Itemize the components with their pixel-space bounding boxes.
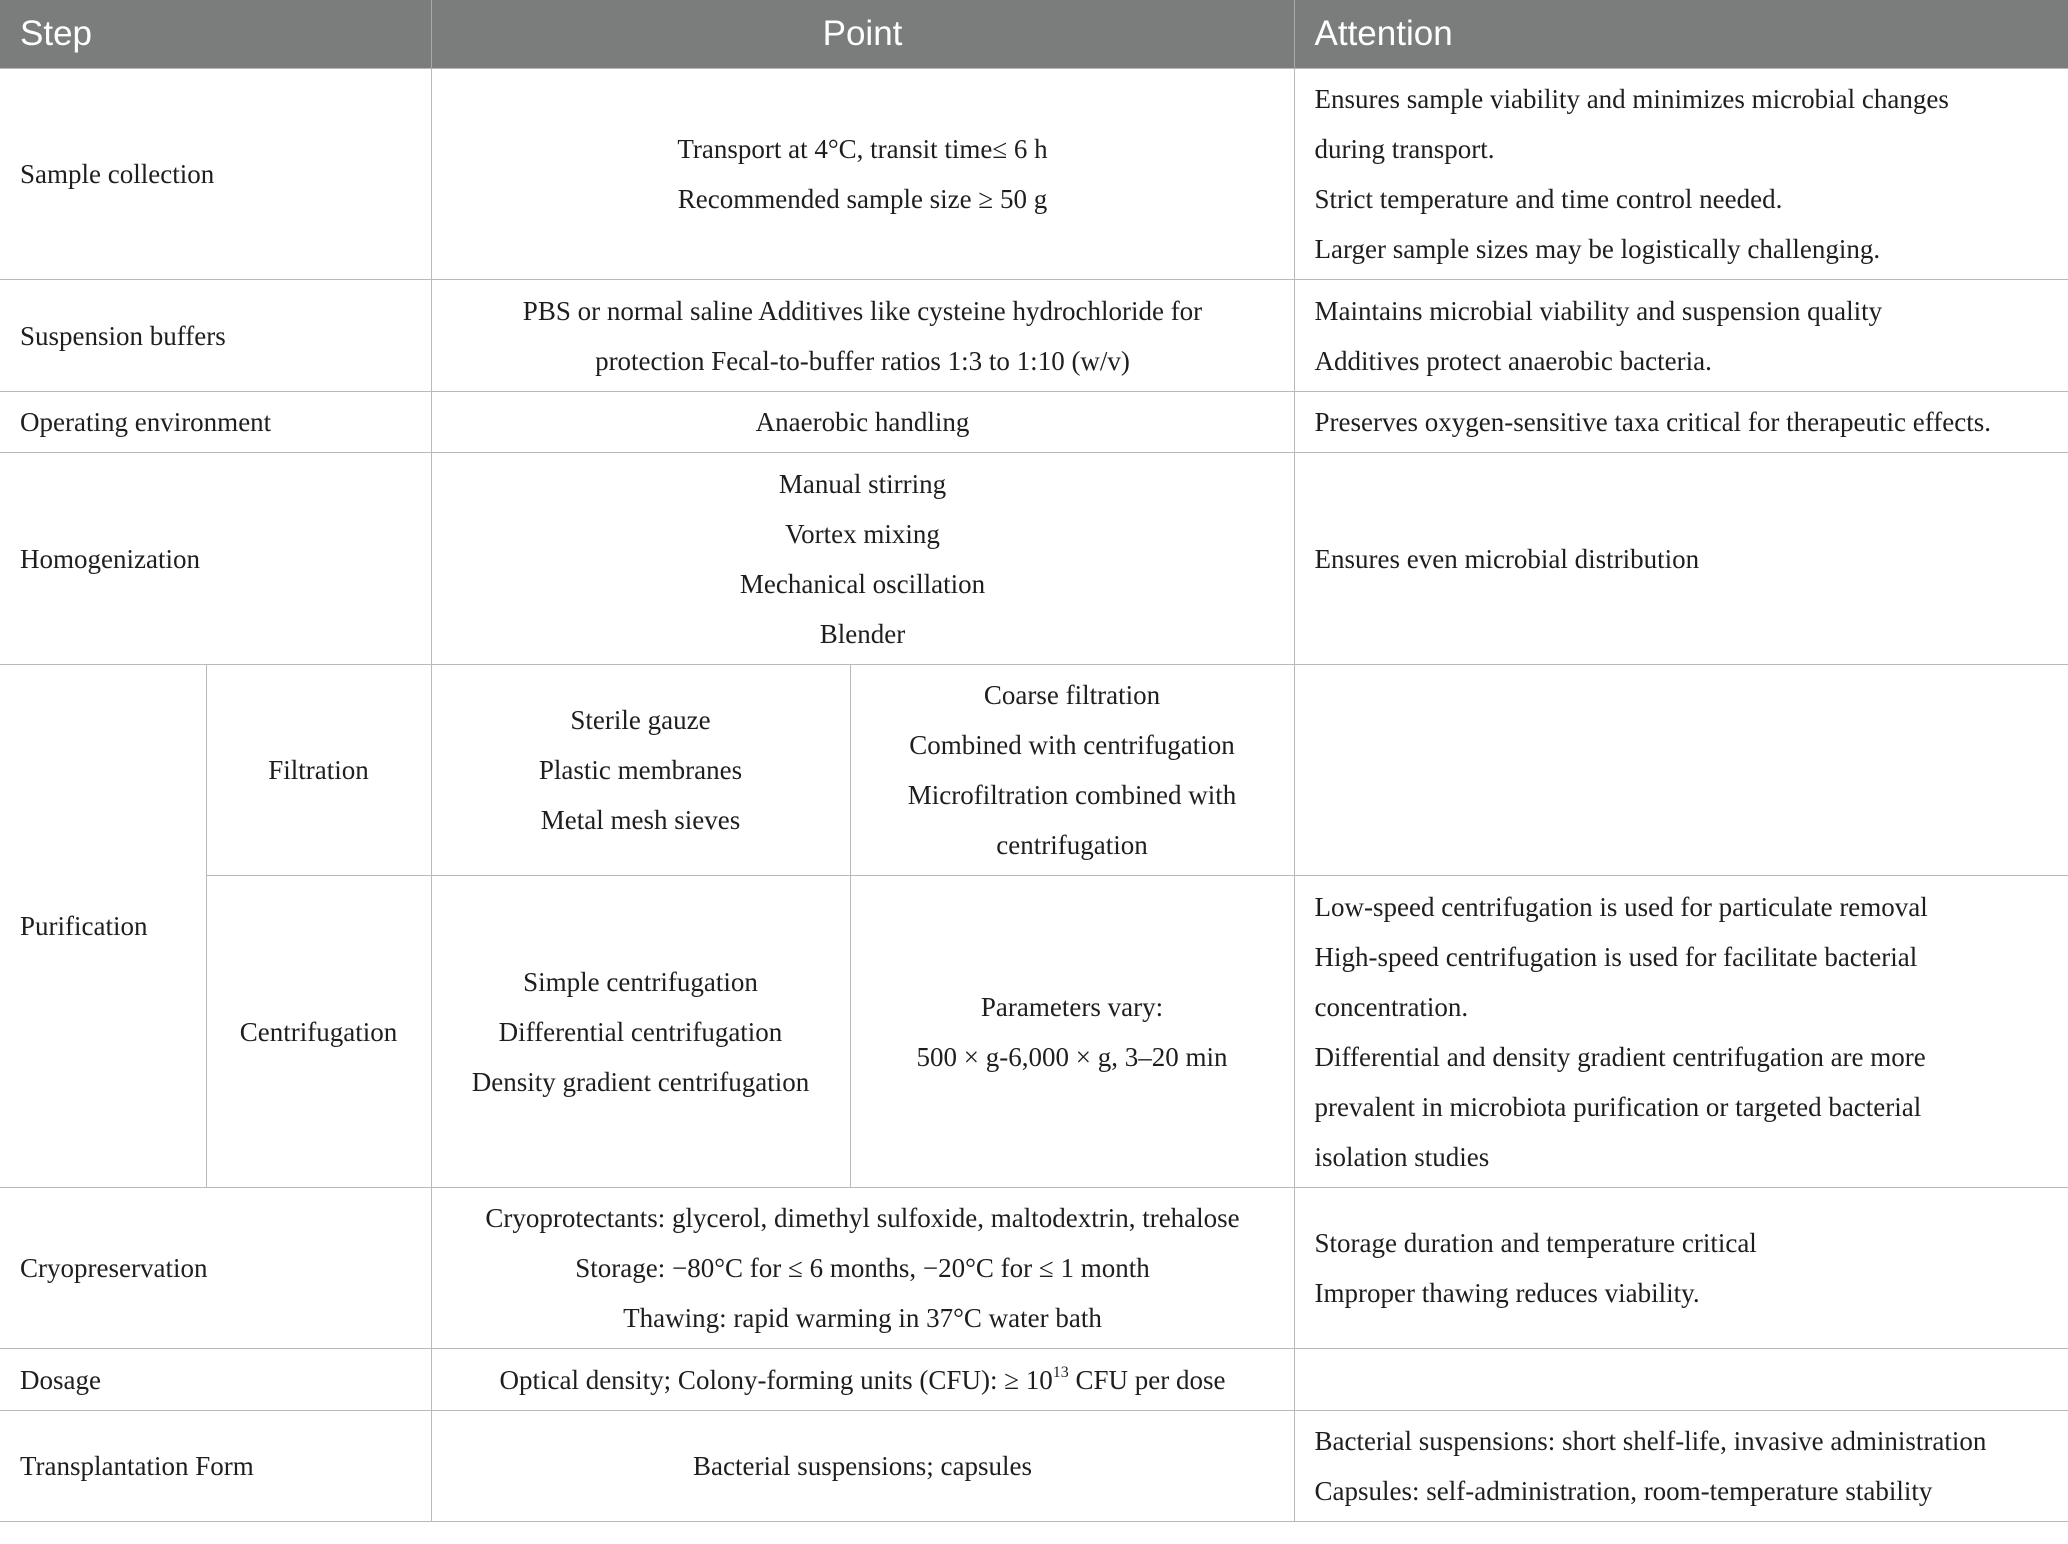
table-row (0, 876, 2068, 1188)
attention-line: Larger sample sizes may be logistically challenging. (1314, 234, 1881, 264)
point-line: Cryoprotectants: glycerol, dimethyl sulfoxide, maltodextrin, trehalose (485, 1203, 1240, 1233)
point-cell (431, 1188, 1294, 1349)
point-line: Sterile gauze (570, 705, 711, 735)
point-line: Recommended sample size ≥ 50 g (677, 184, 1048, 214)
point-line: PBS or normal saline Additives like cysteine hydrochloride for (522, 295, 1203, 326)
point-line: Density gradient centrifugation (471, 1066, 810, 1097)
attention-line: Storage duration and temperature critical (1314, 1228, 1757, 1258)
point-line: Combined with centrifugation (909, 730, 1235, 760)
point-cell (431, 69, 1294, 280)
header-attention: Attention (1294, 0, 2068, 69)
attention-line: during transport. (1314, 134, 1495, 164)
attention-line: Low-speed centrifugation is used for particulate removal (1314, 891, 1928, 922)
point-cell: Bacterial suspensions; capsules (431, 1411, 1294, 1522)
point-line: protection Fecal-to-buffer ratios 1:3 to 1:10 (w/v) (595, 345, 1130, 376)
table-row (0, 453, 2068, 665)
attention-line: High-speed centrifugation is used for facilitate bacterial (1314, 941, 1918, 972)
attention-line: Improper thawing reduces viability. (1314, 1278, 1700, 1308)
attention-line: Additives protect anaerobic bacteria. (1314, 345, 1712, 376)
step-cell: Sample collection (0, 69, 431, 280)
header-step: Step (0, 0, 431, 69)
attention-cell (1294, 1411, 2068, 1522)
point-detail-cell (850, 665, 1294, 876)
table-row (0, 1411, 2068, 1522)
point-cell (431, 665, 850, 876)
point-line: Manual stirring (778, 468, 947, 499)
table-row (0, 1188, 2068, 1349)
attention-line: isolation studies (1314, 1141, 1490, 1172)
point-text: Optical density; Colony-forming units (CFU): ≥ 10 (499, 1364, 1053, 1395)
header-row (0, 0, 2068, 69)
point-cell (431, 1349, 1294, 1411)
point-text: CFU per dose (1068, 1364, 1226, 1395)
point-line: Simple centrifugation (523, 966, 758, 997)
point-line: 500 × g-6,000 × g, 3–20 min (916, 1041, 1228, 1072)
attention-line: Differential and density gradient centrifugation are more (1314, 1041, 1926, 1072)
substep-cell: Centrifugation (206, 876, 431, 1188)
attention-line: Ensures sample viability and minimizes microbial changes (1314, 84, 1949, 114)
step-cell: Transplantation Form (0, 1411, 431, 1522)
point-line: Transport at 4°C, transit time≤ 6 h (677, 134, 1048, 164)
step-cell: Cryopreservation (0, 1188, 431, 1349)
table-row (0, 392, 2068, 453)
attention-cell: Ensures even microbial distribution (1294, 453, 2068, 665)
point-cell (431, 453, 1294, 665)
attention-cell (1294, 876, 2068, 1188)
attention-line: Strict temperature and time control needed. (1314, 184, 1783, 214)
point-line: Coarse filtration (983, 680, 1161, 710)
table-row (0, 69, 2068, 280)
exponent: 13 (1052, 1363, 1069, 1381)
attention-line: Capsules: self-administration, room-temperature stability (1314, 1476, 1933, 1506)
attention-line: Maintains microbial viability and suspension quality (1314, 295, 1883, 326)
attention-cell (1294, 665, 2068, 876)
header-point: Point (431, 0, 1294, 69)
point-cell: Anaerobic handling (431, 392, 1294, 453)
table-row (0, 280, 2068, 392)
point-line: Vortex mixing (785, 518, 940, 549)
point-line: Parameters vary: (980, 991, 1164, 1022)
point-line: Microfiltration combined with (907, 780, 1237, 810)
attention-cell (1294, 1188, 2068, 1349)
step-cell: Dosage (0, 1349, 431, 1411)
point-line: Storage: −80°C for ≤ 6 months, −20°C for ≤ 1 month (575, 1253, 1150, 1283)
point-line: centrifugation (996, 830, 1148, 860)
point-detail-cell (850, 876, 1294, 1188)
attention-cell (1294, 1349, 2068, 1411)
step-cell: Homogenization (0, 453, 431, 665)
point-cell (431, 280, 1294, 392)
step-cell: Suspension buffers (0, 280, 431, 392)
point-cell (431, 876, 850, 1188)
step-cell: Operating environment (0, 392, 431, 453)
attention-line: Bacterial suspensions: short shelf-life, invasive administration (1314, 1426, 1987, 1456)
step-cell: Purification (0, 665, 206, 1188)
point-line: Blender (819, 618, 906, 649)
attention-line: concentration. (1314, 991, 1469, 1022)
point-line: Differential centrifugation (498, 1016, 783, 1047)
point-line: Plastic membranes (538, 755, 743, 785)
table-row (0, 665, 2068, 876)
attention-cell: Preserves oxygen-sensitive taxa critical for therapeutic effects. (1294, 392, 2068, 453)
point-line: Metal mesh sieves (540, 805, 741, 835)
attention-cell (1294, 280, 2068, 392)
attention-line: prevalent in microbiota purification or targeted bacterial (1314, 1091, 1922, 1122)
point-line: Mechanical oscillation (739, 568, 986, 599)
substep-cell: Filtration (206, 665, 431, 876)
point-line: Thawing: rapid warming in 37°C water bath (623, 1303, 1102, 1333)
table-row (0, 1349, 2068, 1411)
attention-cell (1294, 69, 2068, 280)
